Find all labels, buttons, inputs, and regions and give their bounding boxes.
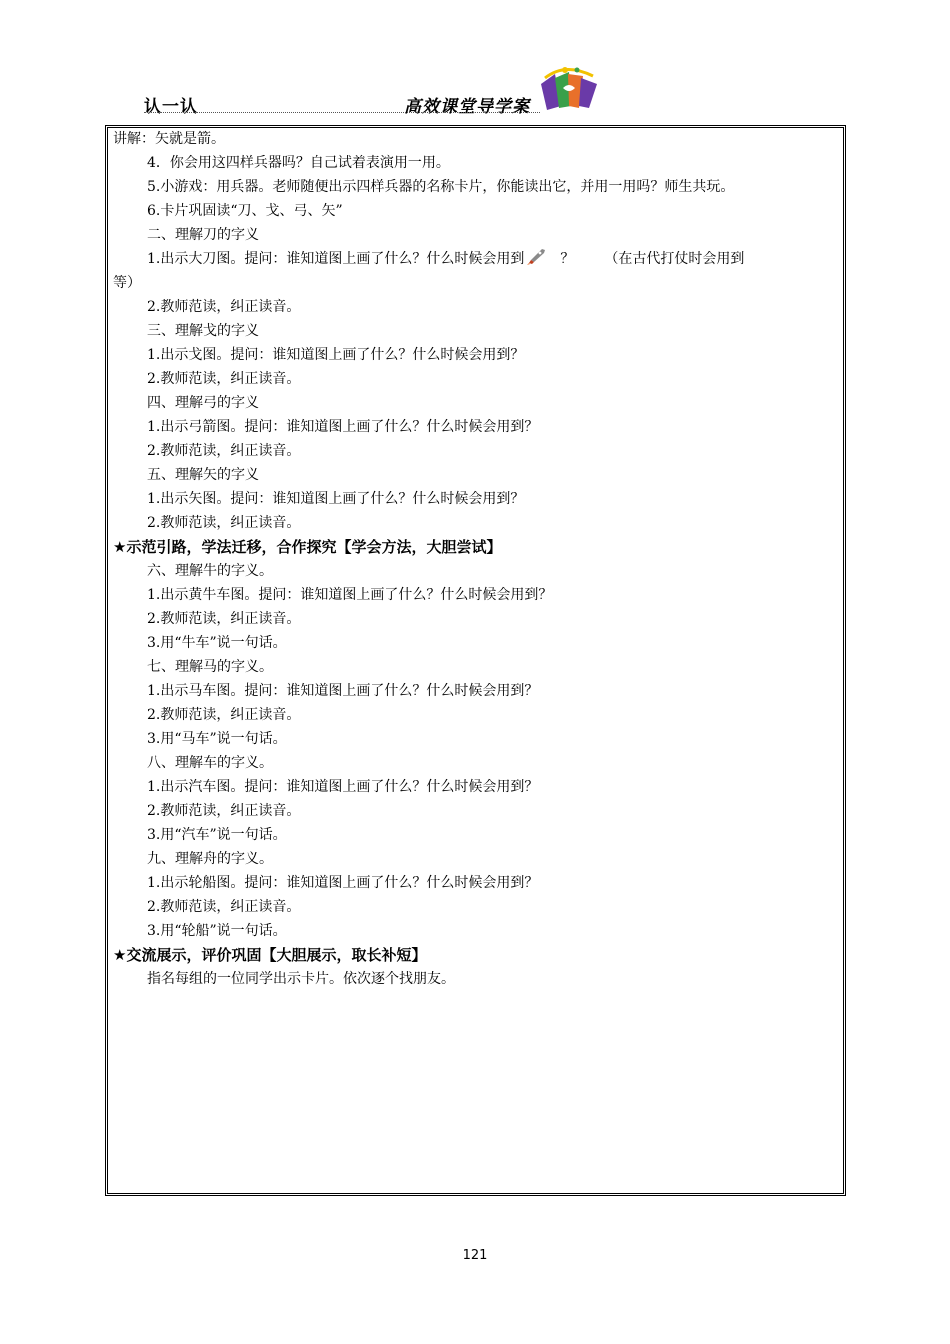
text-line: 讲解：矢就是箭。 [113, 131, 225, 147]
text-line: 2.教师范读，纠正读音。 [147, 611, 301, 627]
book-stack-logo-icon [535, 66, 605, 112]
section-title: 八、理解车的字义。 [147, 755, 273, 771]
text-line: 4．你会用这四样兵器吗？自己试着表演用一用。 [147, 155, 450, 171]
text-line: 1.出示马车图。提问：谁知道图上画了什么？什么时候会用到？ [147, 683, 539, 699]
text-line: 2.教师范读，纠正读音。 [147, 899, 301, 915]
text-line: 3.用“牛车”说一句话。 [147, 635, 287, 651]
text-line: 指名每组的一位同学出示卡片。依次逐个找朋友。 [147, 971, 455, 987]
bold-heading: ★交流展示，评价巩固【大胆展示，取长补短】 [113, 946, 427, 964]
section-title: 四、理解弓的字义 [147, 395, 259, 411]
header-underline [144, 112, 540, 113]
text-line: 2.教师范读，纠正读音。 [147, 443, 301, 459]
section-title: 三、理解戈的字义 [147, 323, 259, 339]
text-line: 2.教师范读，纠正读音。 [147, 371, 301, 387]
lesson-content [113, 127, 837, 991]
text-line: 2.教师范读，纠正读音。 [147, 515, 301, 531]
text-segment: 1.出示大刀图。提问：谁知道图上画了什么？什么时候会用到 [147, 251, 525, 267]
text-line: 3.用“轮船”说一句话。 [147, 923, 287, 939]
section-title: 五、理解矢的字义 [147, 467, 259, 483]
section-title: 六、理解牛的字义。 [147, 563, 273, 579]
text-line: 1.出示黄牛车图。提问：谁知道图上画了什么？什么时候会用到？ [147, 587, 553, 603]
header-left-title: 认一认 [144, 97, 198, 117]
section-title: 七、理解马的字义。 [147, 659, 273, 675]
section-title: 九、理解舟的字义。 [147, 851, 273, 867]
text-line: 3.用“汽车”说一句话。 [147, 827, 287, 843]
text-segment: （在古代打仗时会用到 [604, 251, 745, 267]
text-line: 1.出示矢图。提问：谁知道图上画了什么？什么时候会用到？ [147, 491, 525, 507]
text-line: 2.教师范读，纠正读音。 [147, 299, 301, 315]
text-line: 1.出示轮船图。提问：谁知道图上画了什么？什么时候会用到？ [147, 875, 539, 891]
text-line: 1.出示弓箭图。提问：谁知道图上画了什么？什么时候会用到？ [147, 419, 539, 435]
text-line: 1.出示汽车图。提问：谁知道图上画了什么？什么时候会用到？ [147, 779, 539, 795]
text-line-with-icon [113, 247, 837, 271]
text-line: 3.用“马车”说一句话。 [147, 731, 287, 747]
text-line: 1.出示戈图。提问：谁知道图上画了什么？什么时候会用到？ [147, 347, 525, 363]
rocket-icon [526, 248, 546, 266]
text-line: 等） [113, 275, 141, 291]
bold-heading: ★示范引路，学法迁移，合作探究【学会方法，大胆尝试】 [113, 538, 502, 556]
section-title: 二、理解刀的字义 [147, 227, 259, 243]
text-line: 6.卡片巩固读“刀、戈、弓、矢” [147, 203, 343, 219]
header-center-title: 高效课堂导学案 [404, 97, 530, 117]
page-number: 121 [462, 1248, 488, 1263]
text-line: 2.教师范读，纠正读音。 [147, 707, 301, 723]
text-line: 2.教师范读，纠正读音。 [147, 803, 301, 819]
text-line: 5.小游戏：用兵器。老师随便出示四样兵器的名称卡片，你能读出它，并用一用吗？师生共玩。 [147, 179, 735, 195]
text-segment: ？ [560, 251, 575, 267]
